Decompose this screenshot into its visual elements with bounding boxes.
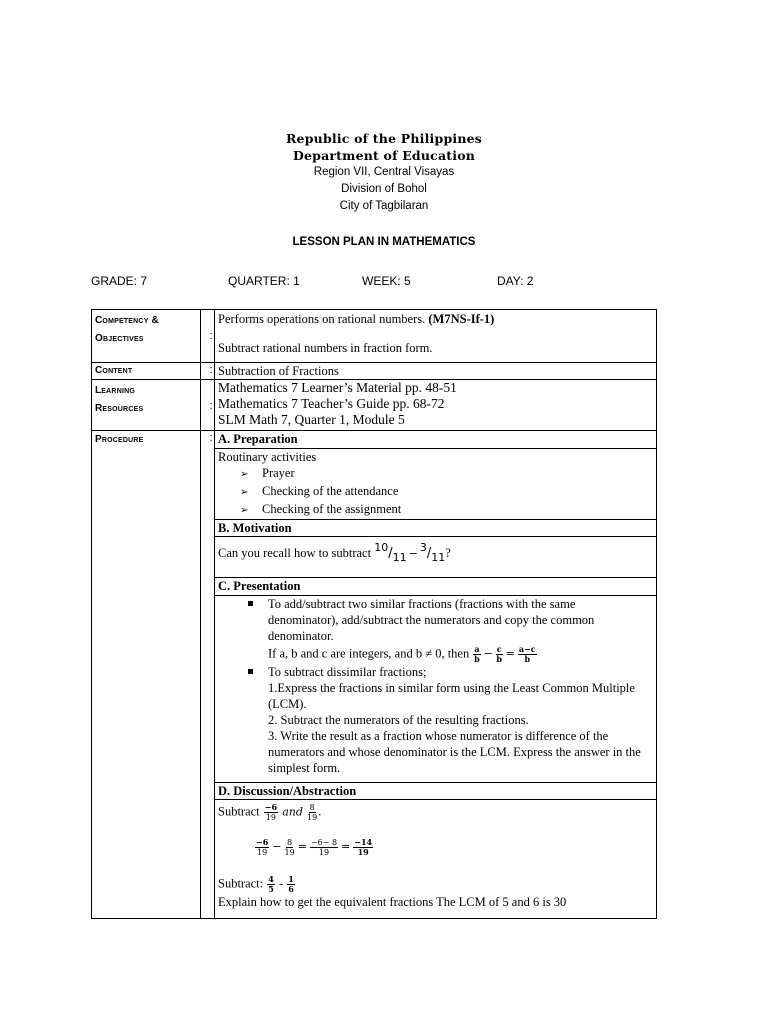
quarter-field: QUARTER: 1 (228, 274, 300, 288)
lesson-plan-title: LESSON PLAN IN MATHEMATICS (292, 236, 476, 248)
subtract-label: Subtract: (218, 876, 267, 891)
list-item (218, 501, 653, 519)
competency-content (215, 310, 657, 363)
competency-row (92, 310, 657, 363)
list-item (218, 483, 653, 501)
colon-mark: : (209, 400, 213, 412)
arrow-bullet-icon: ➢ (240, 487, 249, 498)
fraction-numerator: −6− 8 (310, 838, 338, 847)
day-field: DAY: 2 (497, 274, 534, 288)
fraction-c-over-b (496, 645, 503, 664)
step-item: 1.Express the fractions in similar form using the Least Common Multiple (LCM). (268, 681, 635, 711)
fraction-denominator: 19 (284, 848, 295, 857)
content-label (92, 363, 201, 380)
city-line: City of Tagbilaran (339, 200, 429, 212)
fraction-denominator: 11 (431, 551, 446, 564)
subtract-label: Subtract (218, 804, 263, 819)
fraction-4-5 (267, 875, 275, 894)
competency-label-line1: Competency & (95, 315, 159, 326)
procedure-label-text: Procedure (95, 434, 144, 445)
minus-sign: - (275, 876, 287, 891)
equals-sign: = (297, 840, 307, 854)
step-item: 3. Write the result as a fraction whose numerator is difference of the numerators and whose denominator is the LCM. Express the answer in the simplest form. (268, 729, 641, 775)
arrow-bullet-icon: ➢ (240, 505, 249, 516)
region-line: Region VII, Central Visayas (313, 166, 455, 178)
fraction-denominator: 19 (318, 848, 330, 857)
rule-text: If a, b and c are integers, and b ≠ 0, then (268, 646, 473, 661)
resources-content (215, 380, 657, 431)
bullet-text: To add/subtract two similar fractions (fractions with the same denominator), add/subtract the numerators and copy the common denominator. (268, 597, 595, 643)
resources-label (92, 380, 201, 431)
fraction-numerator: −6 (264, 802, 278, 812)
period: . (318, 804, 322, 819)
fraction-denominator: 5 (268, 884, 274, 894)
content-row (92, 363, 657, 380)
competency-subtext: Subtract rational numbers in fraction form. (218, 341, 433, 355)
and-word: and (282, 805, 303, 819)
week-field: WEEK: 5 (362, 274, 411, 288)
question-mark: ? (445, 546, 451, 560)
arrow-bullet-icon: ➢ (240, 469, 249, 480)
fraction-result (353, 838, 373, 857)
competency-label (92, 310, 201, 363)
equals-sign: = (341, 840, 351, 854)
slash-fraction-1: $^{10}/_{11}$ (374, 541, 407, 564)
fraction-denominator: b (474, 654, 480, 664)
colon-mark: : (209, 364, 213, 376)
fraction-numerator: a−c (518, 644, 536, 654)
fraction-denominator: 11 (392, 551, 407, 564)
lesson-plan-table (91, 309, 657, 919)
fraction-denominator: b (524, 654, 531, 664)
fraction-numerator: 1 (288, 874, 294, 884)
preparation-intro: Routinary activities (218, 450, 317, 464)
fraction-neg6-19 (255, 838, 269, 857)
procedure-row (92, 431, 657, 449)
fraction-numerator: −6 (256, 837, 269, 847)
competency-label-line2: Objectives (95, 333, 144, 344)
fraction-denominator: b (496, 654, 502, 664)
subtraction-calculation (218, 838, 653, 857)
equals-sign: = (505, 647, 515, 661)
discussion-heading: D. Discussion/Abstraction (215, 783, 657, 800)
fraction-numerator: 3 (419, 541, 427, 554)
minus-sign: − (408, 547, 418, 560)
slash-fraction-2: $^3/_{11}$ (419, 541, 446, 564)
preparation-content (215, 449, 657, 520)
fraction-numerator: −14 (354, 837, 373, 847)
motivation-question: Can you recall how to subtract (218, 546, 375, 560)
list-item (218, 465, 653, 483)
presentation-heading: C. Presentation (215, 578, 657, 596)
resource-item: Mathematics 7 Teacher’s Guide pp. 68-72 (218, 396, 445, 411)
resource-item: SLM Math 7, Quarter 1, Module 5 (218, 412, 405, 427)
step-item: 2. Subtract the numerators of the resulting fractions. (268, 713, 529, 727)
fraction-8-19 (307, 803, 317, 822)
grade-field: GRADE: 7 (91, 274, 148, 288)
fraction-numerator: 10 (374, 541, 389, 554)
content-label-text: Content (95, 365, 133, 376)
preparation-heading: A. Preparation (215, 431, 657, 449)
list-item-text: Prayer (262, 466, 295, 480)
explain-text: Explain how to get the equivalent fractions The LCM of 5 and 6 is 30 (218, 895, 567, 909)
list-item-text: Checking of the attendance (262, 484, 399, 498)
document-header (0, 130, 768, 215)
resource-item: Mathematics 7 Learner’s Material pp. 48-51 (218, 380, 457, 395)
list-item-text: Checking of the assignment (262, 502, 402, 516)
resources-label-line1: Learning (95, 385, 135, 396)
fraction-result (518, 645, 537, 664)
discussion-content (215, 800, 657, 919)
motivation-heading: B. Motivation (215, 520, 657, 537)
presentation-bullet-2 (218, 664, 648, 776)
fraction-neg6-19 (264, 803, 278, 822)
fraction-8-19 (285, 838, 295, 857)
fraction-denominator: 19 (257, 848, 268, 857)
colon-mark: : (209, 432, 213, 444)
minus-sign: − (483, 647, 493, 661)
division-line: Division of Bohol (341, 183, 427, 195)
resources-row (92, 380, 657, 431)
fraction-denominator: 19 (265, 813, 277, 822)
bullet-text: To subtract dissimilar fractions; (268, 665, 427, 679)
competency-text: Performs operations on rational numbers. (218, 312, 429, 326)
fraction-denominator: 6 (288, 884, 294, 894)
department-line: Department of Education (292, 148, 476, 163)
fraction-numerator: a (474, 644, 480, 654)
fraction-numerator: c (496, 644, 502, 654)
minus-sign: − (272, 840, 282, 854)
content-text: Subtraction of Fractions (215, 363, 657, 380)
fraction-numerator: 8 (309, 803, 315, 812)
presentation-content (215, 596, 657, 783)
procedure-label (92, 431, 201, 919)
fraction-a-over-b (473, 645, 480, 664)
motivation-content (215, 537, 657, 578)
resources-label-line2: Resources (95, 403, 144, 414)
fraction-1-6 (287, 875, 295, 894)
republic-line: Republic of the Philippines (285, 131, 483, 146)
competency-code: (M7NS-If-1) (428, 312, 495, 326)
fraction-numerator: 8 (287, 838, 293, 847)
fraction-combined (310, 838, 338, 857)
fraction-denominator: 19 (307, 813, 318, 822)
fraction-numerator: 4 (268, 874, 274, 884)
colon-mark: : (209, 330, 213, 342)
presentation-bullet-1 (218, 596, 648, 664)
fraction-denominator: 19 (357, 847, 369, 857)
